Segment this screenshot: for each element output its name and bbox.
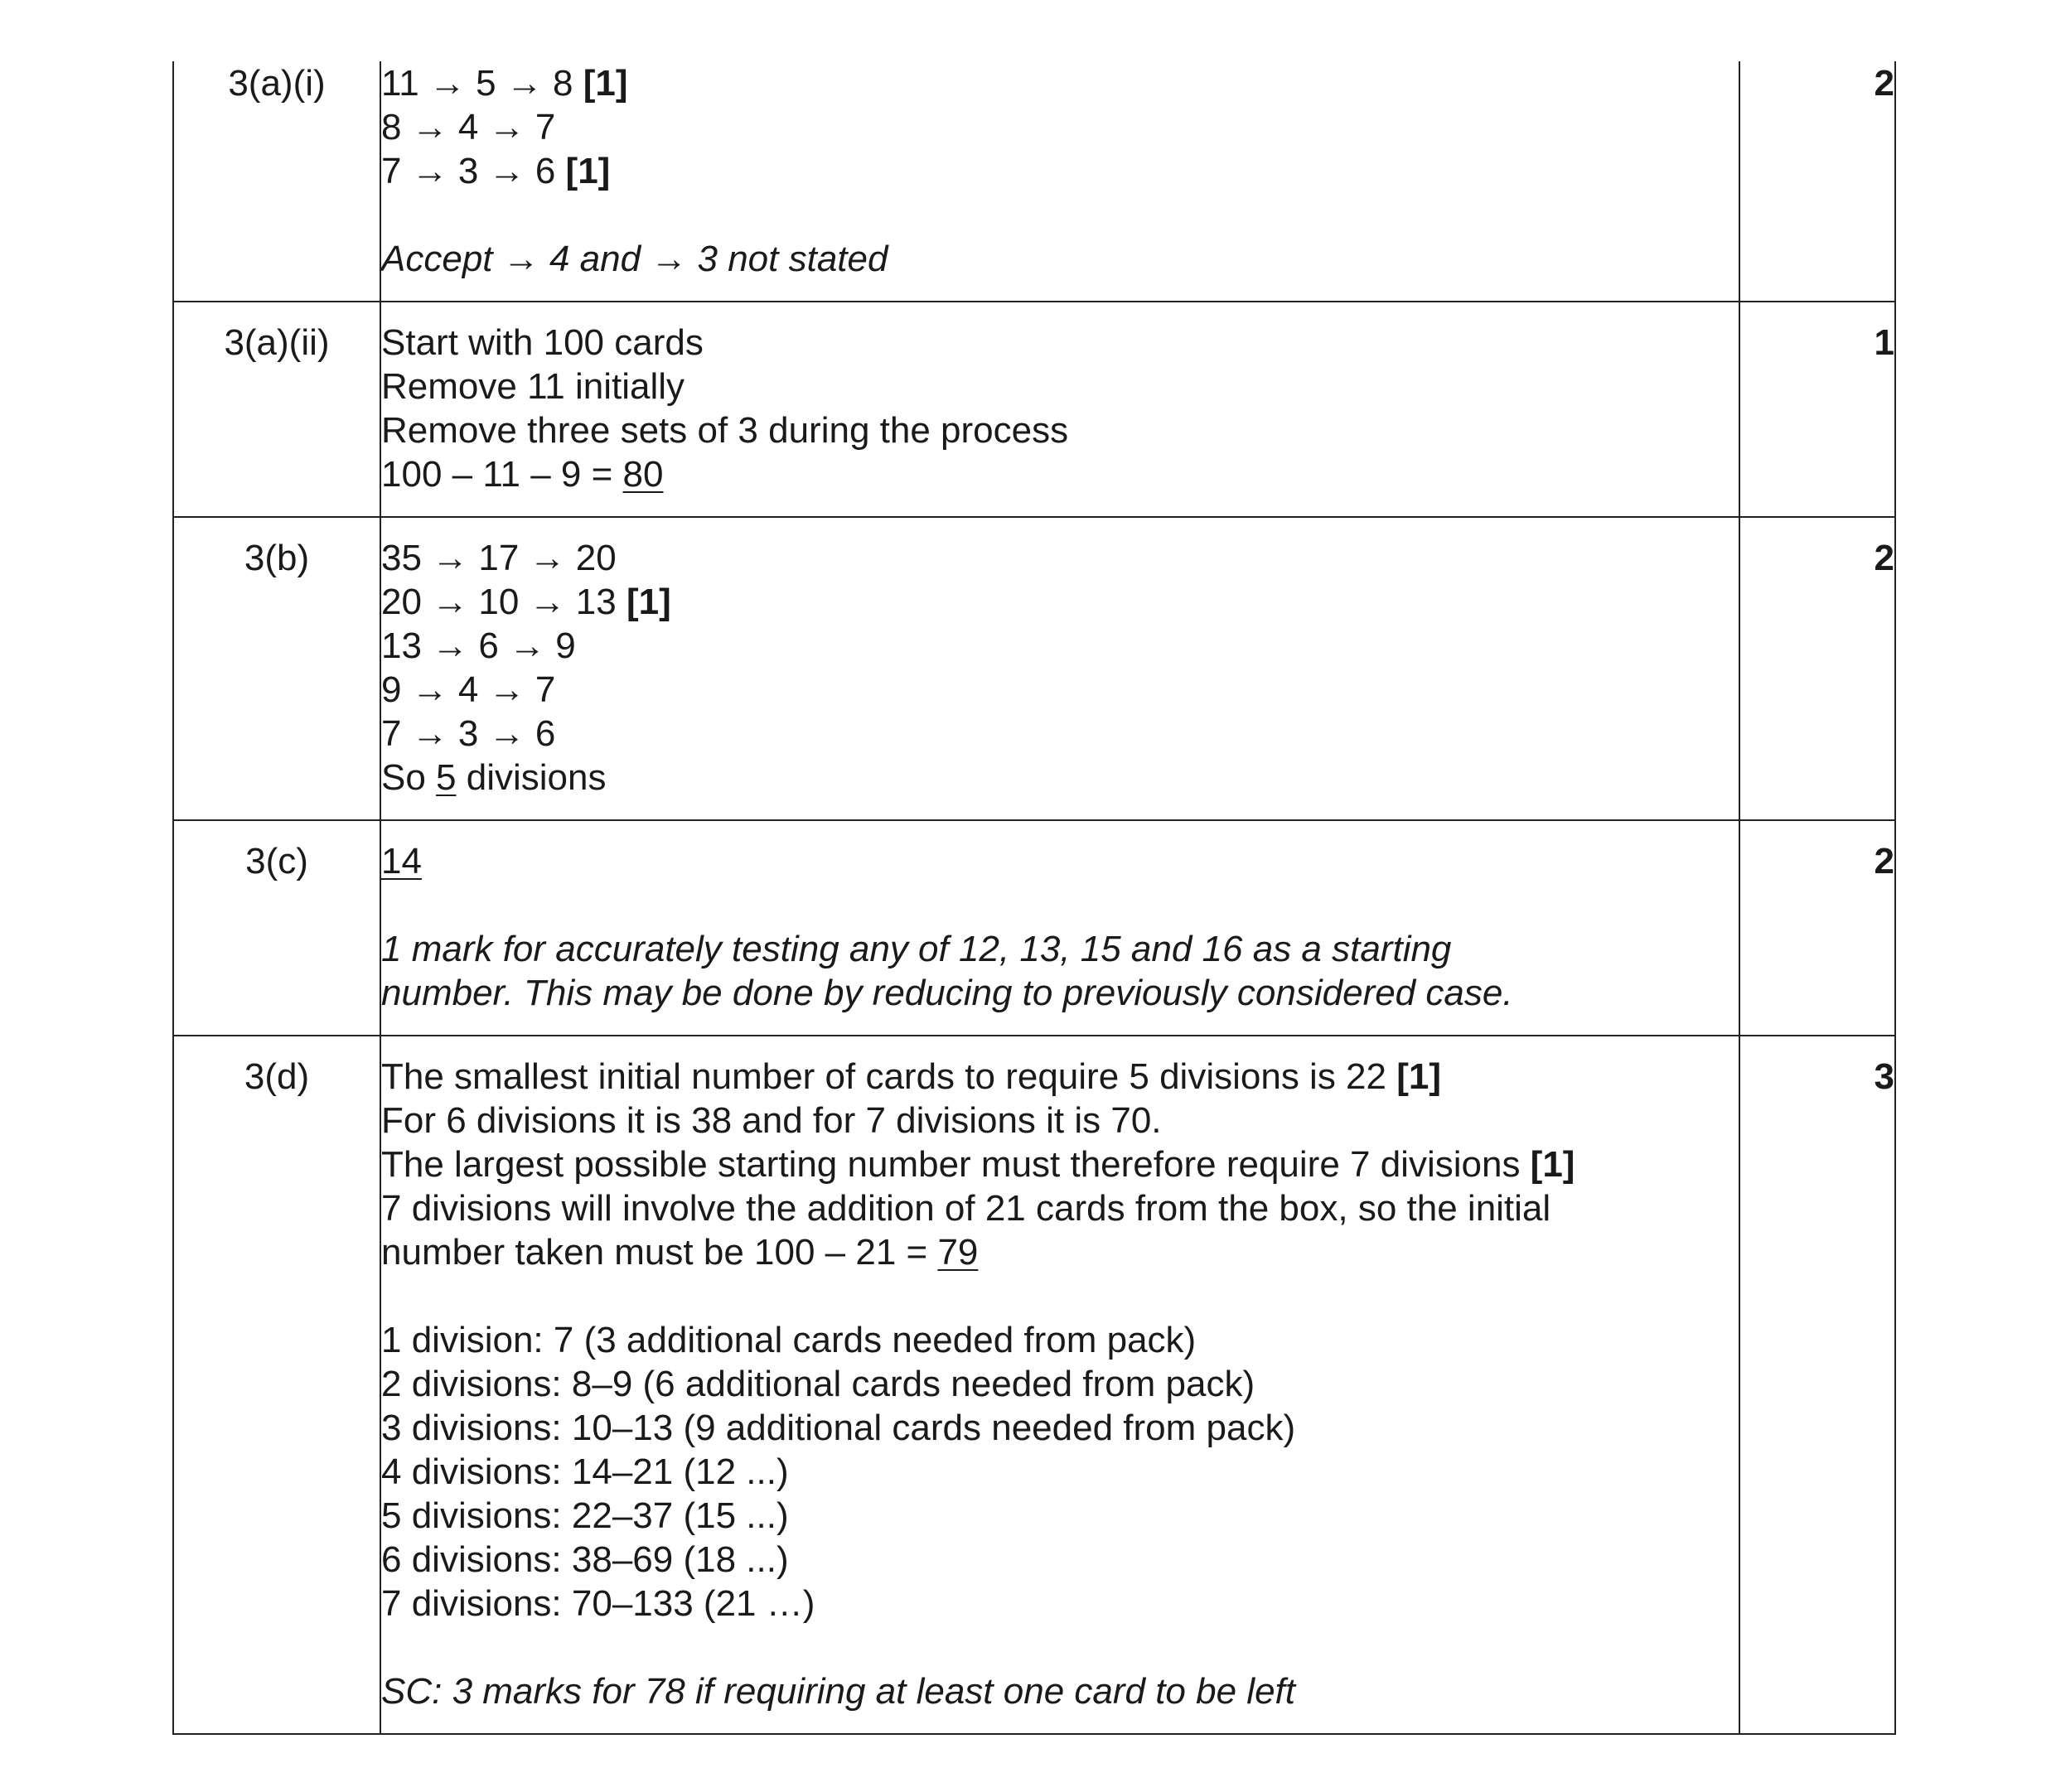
guidance-note: 1 mark for accurately testing any of 12, 13, 15 and 16 as a starting xyxy=(381,929,1452,969)
special-case-note: SC: 3 marks for 78 if requiring at least one card to be left xyxy=(381,1671,1295,1712)
answer-line: 8 → 4 → 7 xyxy=(381,107,556,147)
answer-cell xyxy=(380,1036,1739,1734)
question-number: 3(d) xyxy=(173,1036,380,1734)
spacer xyxy=(381,1625,1739,1669)
final-answer: 14 xyxy=(381,841,422,882)
guidance-note: Accept → 4 and → 3 not stated xyxy=(381,239,888,279)
answer-line xyxy=(381,839,1739,883)
answer-line: Remove 11 initially xyxy=(381,366,685,407)
answer-line: 7 → 3 → 6 xyxy=(381,713,556,754)
table-row xyxy=(173,61,1895,302)
table-row xyxy=(173,820,1895,1036)
question-number: 3(a)(ii) xyxy=(173,302,380,517)
division-line: 3 divisions: 10–13 (9 additional cards needed from pack) xyxy=(381,1408,1296,1448)
question-number: 3(a)(i) xyxy=(173,61,380,302)
answer-line: 100 – 11 – 9 = 80 xyxy=(381,454,664,495)
marks-value: 2 xyxy=(1739,820,1895,1036)
spacer xyxy=(381,1274,1739,1318)
answer-cell xyxy=(380,61,1739,302)
answer-line: 13 → 6 → 9 xyxy=(381,626,576,666)
answer-line: 7 → 3 → 6 [1] xyxy=(381,151,611,191)
division-line: 1 division: 7 (3 additional cards needed from pack) xyxy=(381,1320,1197,1360)
table-row xyxy=(173,517,1895,820)
final-answer: 80 xyxy=(622,454,664,495)
answer-line: Start with 100 cards xyxy=(381,322,704,363)
answer-line: 11 → 5 → 8 [1] xyxy=(381,63,628,104)
answer-line: The smallest initial number of cards to require 5 divisions is 22 [1] xyxy=(381,1056,1441,1097)
division-line: 7 divisions: 70–133 (21 …) xyxy=(381,1583,815,1624)
answer-line: 20 → 10 → 13 [1] xyxy=(381,582,671,622)
marks-value: 3 xyxy=(1739,1036,1895,1734)
question-number: 3(b) xyxy=(173,517,380,820)
table-row xyxy=(173,1036,1895,1734)
marks-value: 1 xyxy=(1739,302,1895,517)
answer-line: Remove three sets of 3 during the process xyxy=(381,410,1069,451)
answer-line: For 6 divisions it is 38 and for 7 divisions it is 70. xyxy=(381,1100,1162,1141)
answer-cell xyxy=(380,820,1739,1036)
guidance-note: number. This may be done by reducing to previously considered case. xyxy=(381,973,1513,1013)
table-row xyxy=(173,302,1895,517)
spacer xyxy=(381,193,1739,237)
marks-value: 2 xyxy=(1739,517,1895,820)
answer-line: 35 → 17 → 20 xyxy=(381,538,617,578)
answer-line: 7 divisions will involve the addition of 21 cards from the box, so the initial xyxy=(381,1188,1551,1229)
division-line: 5 divisions: 22–37 (15 ...) xyxy=(381,1495,789,1536)
marks-value: 2 xyxy=(1739,61,1895,302)
answer-line: 9 → 4 → 7 xyxy=(381,669,556,710)
final-answer: 5 xyxy=(436,757,457,798)
final-answer: 79 xyxy=(937,1232,979,1273)
answer-line: So 5 divisions xyxy=(381,757,607,798)
answer-cell xyxy=(380,517,1739,820)
spacer xyxy=(381,883,1739,927)
mark-scheme-table xyxy=(172,61,1896,1735)
division-line: 2 divisions: 8–9 (6 additional cards needed from pack) xyxy=(381,1364,1255,1404)
answer-line: The largest possible starting number must therefore require 7 divisions [1] xyxy=(381,1144,1575,1185)
question-number: 3(c) xyxy=(173,820,380,1036)
division-line: 4 divisions: 14–21 (12 ...) xyxy=(381,1451,789,1492)
answer-cell xyxy=(380,302,1739,517)
division-line: 6 divisions: 38–69 (18 ...) xyxy=(381,1539,789,1580)
answer-line: number taken must be 100 – 21 = 79 xyxy=(381,1232,979,1273)
